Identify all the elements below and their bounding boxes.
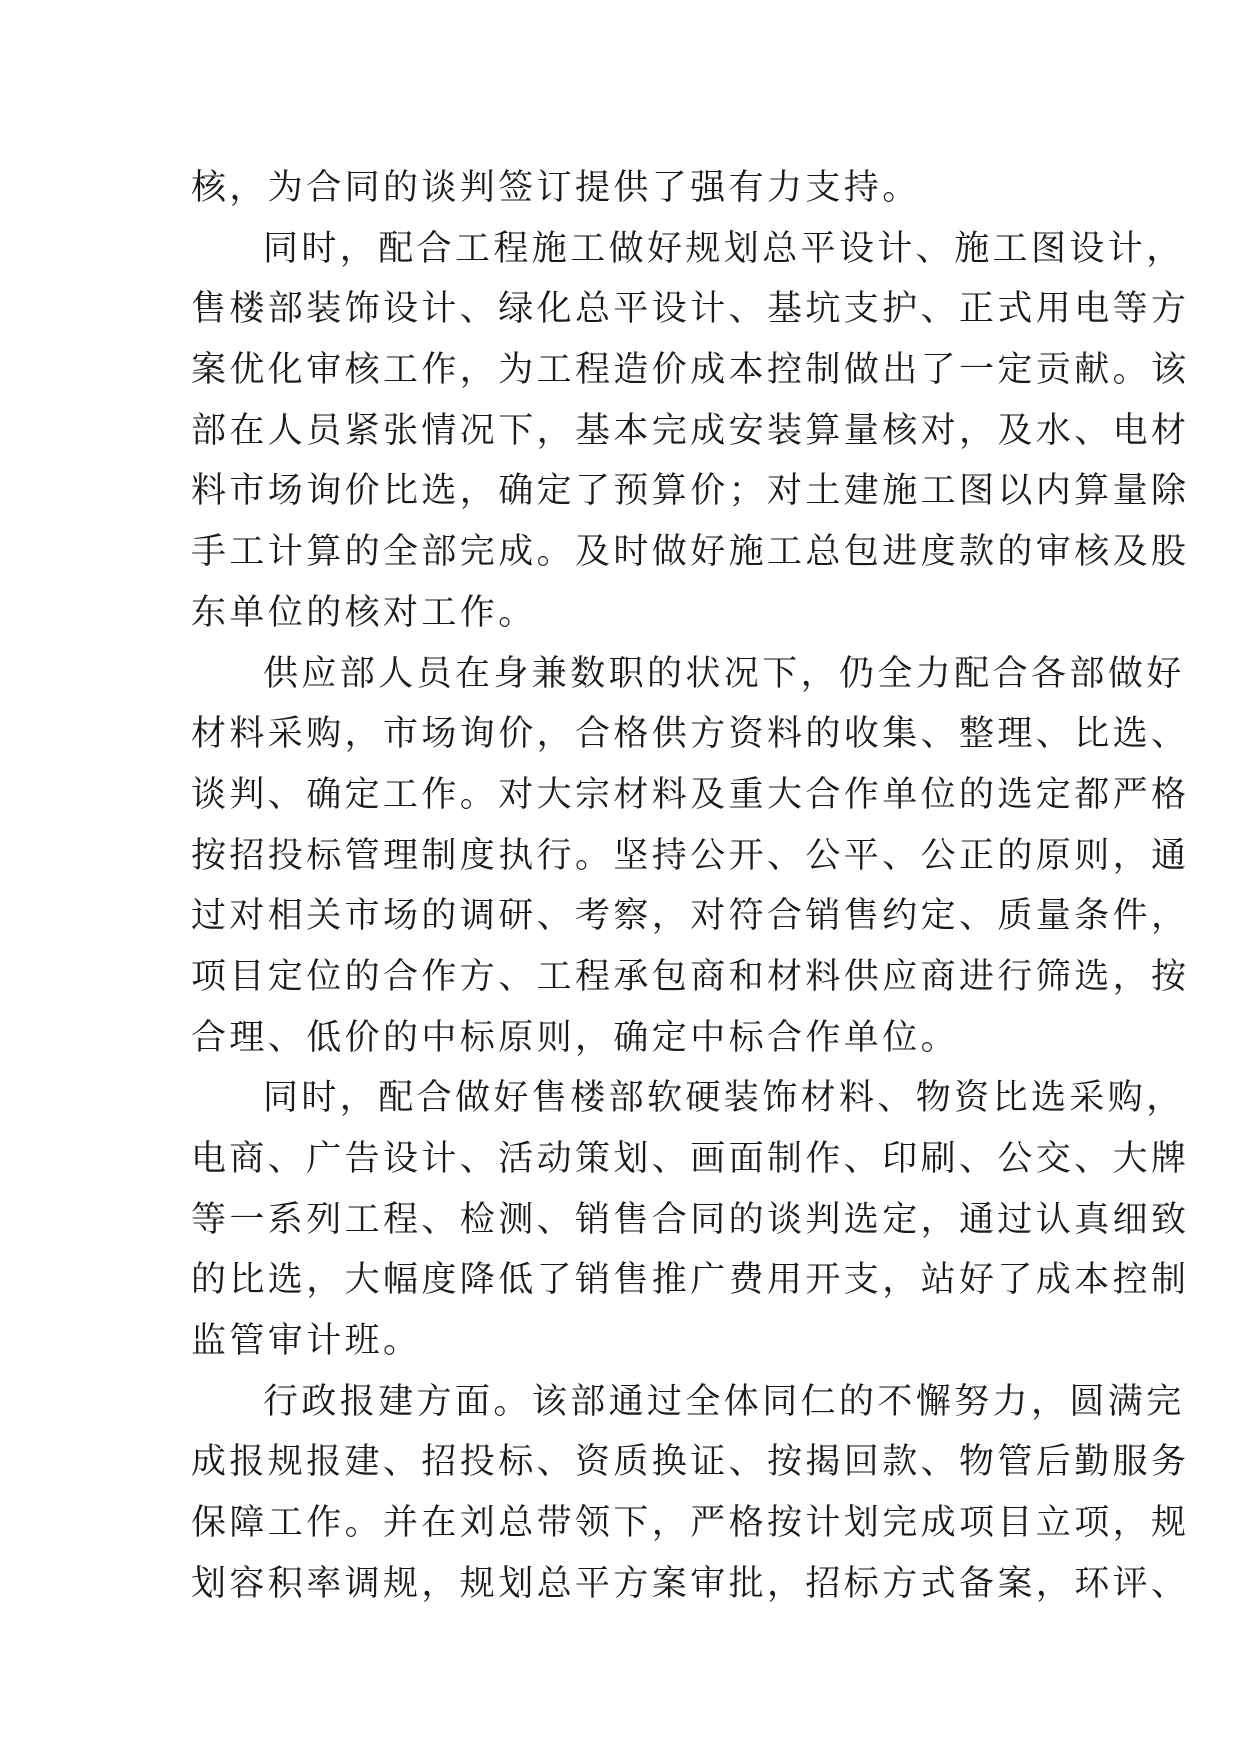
text-line: 过对相关市场的调研、考察，对符合销售约定、质量条件，: [191, 896, 1190, 937]
text-line: 等一系列工程、检测、销售合同的谈判选定，通过认真细致: [191, 1199, 1190, 1240]
paragraph-first-line: 同时，配合做好售楼部软硬装饰材料、物资比选采购，: [263, 1078, 1185, 1119]
paragraph-first-line: 供应部人员在身兼数职的状况下，仍全力配合各部做好: [263, 653, 1185, 694]
text-line: 核，为合同的谈判签订提供了强有力支持。: [191, 168, 921, 208]
paragraph-first-line: 行政报建方面。该部通过全体同仁的不懈努力，圆满完: [263, 1381, 1185, 1422]
text-line: 材料采购，市场询价，合格供方资料的收集、整理、比选、: [191, 714, 1190, 755]
text-line: 合理、低价的中标原则，确定中标合作单位。: [191, 1017, 960, 1058]
text-line: 电商、广告设计、活动策划、画面制作、印刷、公交、大牌: [191, 1139, 1190, 1179]
text-line: 售楼部装饰设计、绿化总平设计、基坑支护、正式用电等方: [191, 289, 1190, 330]
text-line: 保障工作。并在刘总带领下，严格按计划完成项目立项，规: [191, 1503, 1190, 1544]
text-line: 划容积率调规，规划总平方案审批，招标方式备案，环评、: [191, 1563, 1190, 1604]
text-line: 的比选，大幅度降低了销售推广费用开支，站好了成本控制: [191, 1260, 1190, 1301]
text-line: 案优化审核工作，为工程造价成本控制做出了一定贡献。该: [191, 350, 1190, 391]
text-line: 按招投标管理制度执行。坚持公开、公平、公正的原则，通: [191, 835, 1190, 876]
text-line: 成报规报建、招投标、资质换证、按揭回款、物管后勤服务: [191, 1442, 1190, 1483]
text-line: 谈判、确定工作。对大宗材料及重大合作单位的选定都严格: [191, 774, 1190, 815]
paragraph-first-line: 同时，配合工程施工做好规划总平设计、施工图设计，: [263, 228, 1185, 269]
text-line: 手工计算的全部完成。及时做好施工总包进度款的审核及股: [191, 532, 1190, 573]
text-line: 项目定位的合作方、工程承包商和材料供应商进行筛选，按: [191, 956, 1190, 997]
text-line: 监管审计班。: [191, 1321, 422, 1362]
body-text: [191, 158, 1190, 1615]
text-line: 料市场询价比选，确定了预算价；对土建施工图以内算量除: [191, 471, 1190, 512]
text-line: 部在人员紧张情况下，基本完成安装算量核对，及水、电材: [191, 410, 1190, 451]
text-line: 东单位的核对工作。: [191, 592, 537, 633]
